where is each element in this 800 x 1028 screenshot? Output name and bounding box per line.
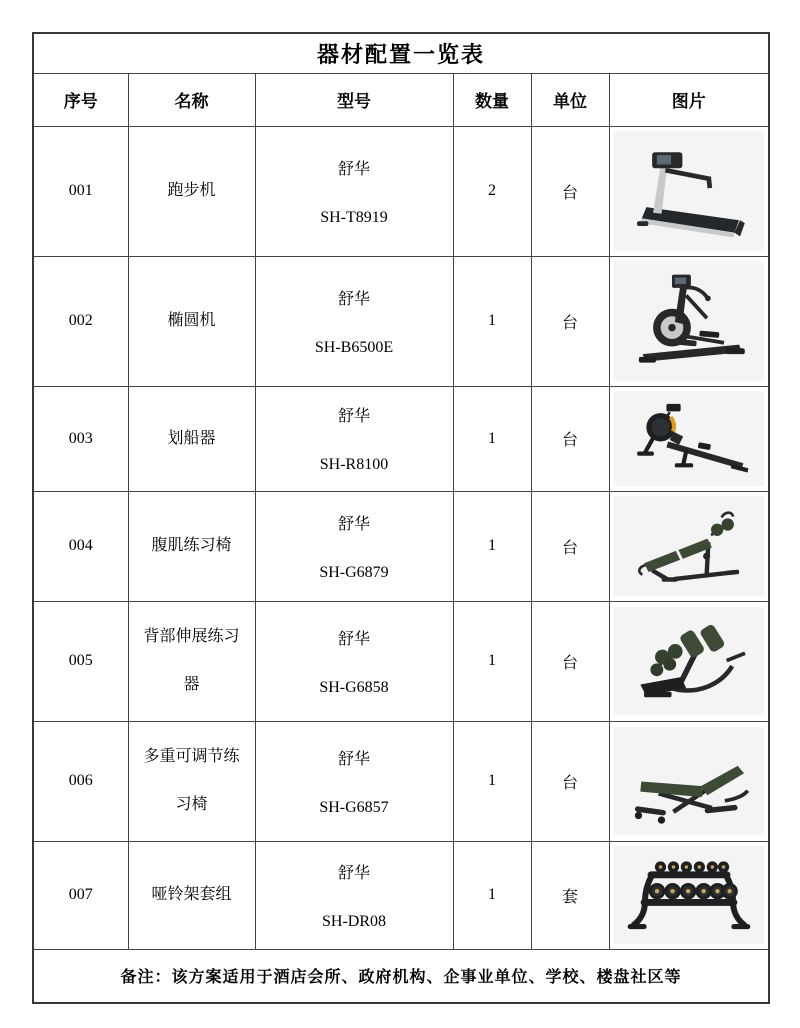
- model-text: SH-T8919: [320, 208, 388, 226]
- cell-image: [609, 491, 769, 601]
- ab-crunch-bench-icon: [623, 498, 755, 595]
- table-row: [33, 491, 769, 601]
- cell-model: [255, 601, 453, 721]
- rowing-machine-icon: [626, 393, 752, 485]
- cell-qty: 1: [453, 721, 531, 841]
- cell-unit: 台: [531, 601, 609, 721]
- rowing-machine-image: [614, 391, 764, 486]
- cell-unit: 套: [531, 841, 609, 949]
- dumbbell-rack-icon: [624, 848, 754, 943]
- footer-note: 备注：该方案适用于酒店会所、政府机构、企事业单位、学校、楼盘社区等: [33, 949, 769, 1003]
- equipment-table: [32, 32, 770, 1004]
- table-row: [33, 126, 769, 256]
- model-text: SH-G6879: [319, 563, 389, 581]
- model-text: SH-B6500E: [314, 338, 394, 356]
- cell-model: [255, 491, 453, 601]
- brand-text: 舒华: [337, 750, 370, 768]
- cell-image: [609, 601, 769, 721]
- cell-unit: 台: [531, 721, 609, 841]
- back-extension-bench-icon: [620, 611, 758, 712]
- brand-text: 舒华: [337, 515, 370, 533]
- brand-text: 舒华: [337, 864, 370, 882]
- brand-text: 舒华: [337, 290, 370, 308]
- table-row: [33, 601, 769, 721]
- page-title: 器材配置一览表: [33, 33, 769, 73]
- cell-no: 007: [33, 841, 128, 949]
- cell-no: 001: [33, 126, 128, 256]
- treadmill-icon: [618, 139, 760, 243]
- model-text: SH-G6857: [319, 798, 389, 816]
- adjustable-bench-image: [614, 727, 764, 835]
- cell-name: 腹肌练习椅: [128, 491, 255, 601]
- cell-model: [255, 721, 453, 841]
- cell-model: [255, 386, 453, 491]
- cell-image: [609, 386, 769, 491]
- note-row: [33, 949, 769, 1003]
- cell-image: [609, 841, 769, 949]
- cell-model: [255, 256, 453, 386]
- cell-unit: 台: [531, 386, 609, 491]
- cell-name: 椭圆机: [128, 256, 255, 386]
- column-header-image: 图片: [609, 73, 769, 126]
- cell-unit: 台: [531, 491, 609, 601]
- cell-qty: 1: [453, 601, 531, 721]
- brand-text: 舒华: [337, 408, 370, 425]
- cell-name: 跑步机: [128, 126, 255, 256]
- cell-no: 003: [33, 386, 128, 491]
- model-text: SH-G6858: [319, 678, 389, 696]
- back-extension-bench-image: [614, 607, 764, 715]
- cell-qty: 1: [453, 491, 531, 601]
- brand-text: 舒华: [337, 160, 370, 178]
- adjustable-bench-icon: [620, 731, 758, 832]
- header-row: [33, 73, 769, 126]
- cell-no: 005: [33, 601, 128, 721]
- cell-qty: 1: [453, 256, 531, 386]
- model-text: SH-DR08: [321, 912, 386, 930]
- cell-name: 背部伸展练习器: [128, 601, 255, 721]
- cell-qty: 1: [453, 841, 531, 949]
- cell-unit: 台: [531, 256, 609, 386]
- table-row: [33, 256, 769, 386]
- model-text: SH-R8100: [319, 456, 389, 473]
- column-header-qty: 数量: [453, 73, 531, 126]
- elliptical-image: [614, 261, 764, 381]
- table-row: [33, 841, 769, 949]
- column-header-name: 名称: [128, 73, 255, 126]
- column-header-model: 型号: [255, 73, 453, 126]
- cell-no: 002: [33, 256, 128, 386]
- cell-qty: 2: [453, 126, 531, 256]
- cell-image: [609, 256, 769, 386]
- dumbbell-rack-image: [614, 846, 764, 944]
- cell-qty: 1: [453, 386, 531, 491]
- cell-no: 006: [33, 721, 128, 841]
- cell-no: 004: [33, 491, 128, 601]
- cell-image: [609, 721, 769, 841]
- table-row: [33, 721, 769, 841]
- cell-name: 哑铃架套组: [128, 841, 255, 949]
- cell-model: [255, 841, 453, 949]
- table-row: [33, 386, 769, 491]
- cell-name: 多重可调节练习椅: [128, 721, 255, 841]
- elliptical-icon: [618, 269, 760, 373]
- treadmill-image: [614, 131, 764, 251]
- column-header-no: 序号: [33, 73, 128, 126]
- ab-crunch-bench-image: [614, 496, 764, 596]
- cell-name: 划船器: [128, 386, 255, 491]
- cell-model: [255, 126, 453, 256]
- column-header-unit: 单位: [531, 73, 609, 126]
- title-row: [33, 33, 769, 73]
- brand-text: 舒华: [337, 630, 370, 648]
- cell-image: [609, 126, 769, 256]
- cell-unit: 台: [531, 126, 609, 256]
